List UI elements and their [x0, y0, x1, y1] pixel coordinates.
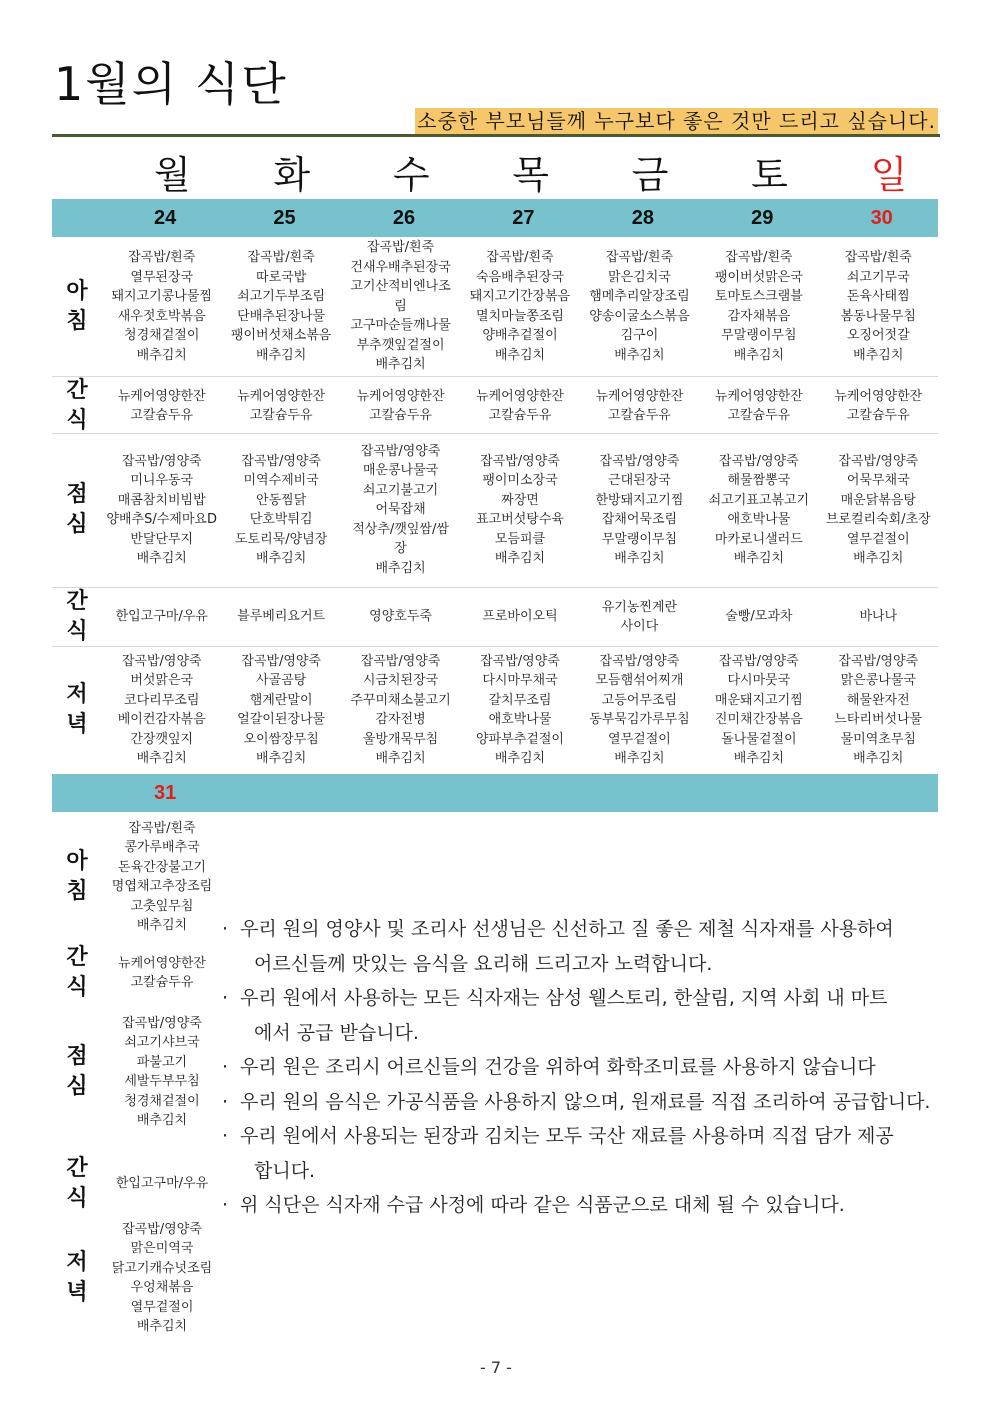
menu-item: 해물완자전: [846, 692, 910, 708]
note-line: 어르신들께 맛있는 음식을 요리해 드리고자 노력합니다.: [254, 952, 713, 975]
last-meal-label-snack1: [52, 940, 102, 1006]
menu-item: 명엽채고추장조림: [111, 879, 213, 894]
date-28: 28: [631, 207, 654, 229]
menu-item: 잡곡밥/영양죽: [122, 1015, 202, 1031]
meal-label-char: 녁: [66, 1280, 88, 1305]
menu-item: 물미역초무침: [840, 731, 916, 747]
meal-label-char: 간: [66, 1156, 88, 1181]
date-26: 26: [392, 207, 416, 229]
menu-item: 배추김치: [256, 751, 307, 766]
menu-item: 돈육간장불고기: [118, 859, 206, 875]
menu-item: 고칼슘두유: [249, 408, 313, 423]
meal-label-snack2: [52, 587, 102, 647]
last-meal-label-breakfast: [52, 814, 102, 940]
menu-item: 새우젓호박볶음: [117, 308, 206, 324]
menu-item: 돈육사태찜: [846, 289, 910, 304]
note-line: · 우리 원의 영양사 및 조리사 선생님은 신선하고 질 좋은 제철 식자재를 사용하여: [240, 918, 894, 940]
menu-item: 배추김치: [494, 551, 546, 566]
last-meal-label-lunch: [52, 1006, 102, 1138]
date-24: 24: [154, 207, 177, 229]
menu-item: 배추김치: [375, 751, 426, 766]
menu-item: 잡곡밥/영양죽: [718, 453, 799, 469]
menu-item: 다시마뭇국: [727, 673, 791, 688]
menu-item: 김구이: [620, 328, 659, 343]
menu-item: 무말랭이무침: [601, 531, 678, 547]
subtitle: 소중한 부모님들께 누구보다 좋은 것만 드리고 싶습니다.: [417, 109, 936, 133]
menu-item: 매콤참치비빔밥: [117, 492, 206, 508]
menu-cell-lunch-2: [341, 433, 460, 587]
last-day-row-lunch: [52, 1006, 222, 1138]
menu-item: 매운닭볶음탕: [840, 492, 916, 508]
meal-label-char: 녁: [66, 712, 88, 737]
menu-cell-breakfast-6: [819, 237, 938, 376]
weekday-4: 금: [631, 153, 669, 197]
menu-item: 한방돼지고기찜: [595, 492, 684, 508]
menu-item: 열무겉절이: [846, 531, 910, 547]
menu-item: 청경채겉절이: [124, 328, 200, 343]
menu-item: 봄동나물무침: [840, 308, 916, 324]
menu-item: 잡곡밥/흰죽: [128, 250, 196, 265]
menu-item: 고칼슘두유: [608, 408, 671, 423]
menu-item: 모듬햄섞어찌개: [595, 673, 684, 688]
menu-item: 어묵잡채: [375, 502, 426, 518]
meal-label-lunch: [52, 433, 102, 587]
menu-item: 시금치된장국: [362, 673, 439, 688]
menu-item: 블루베리요거트: [237, 609, 326, 625]
menu-item: 콩가루배추국: [124, 840, 200, 855]
menu-cell-snack2-4: [580, 587, 699, 647]
menu-item: 잡곡밥/영양죽: [360, 443, 441, 459]
menu-item: 팽이버섯채소볶음: [230, 328, 332, 343]
notes-list: [222, 912, 934, 1223]
menu-cell-dinner-2: [341, 646, 460, 774]
menu-item: 오이쌈장무침: [243, 731, 319, 747]
menu-item: 잡곡밥/흰죽: [844, 250, 912, 265]
menu-item: 고기산적비엔나조: [350, 279, 451, 295]
note-1: [222, 981, 934, 1050]
menu-item: 단호박튀김: [249, 512, 313, 527]
menu-item: 적상추/깻잎쌈/쌈: [352, 521, 449, 537]
last-menu-cell-lunch: [102, 1006, 222, 1138]
menu-item: 미니우동국: [130, 473, 194, 488]
menu-item: 바나나: [859, 609, 898, 625]
meal-label-breakfast: [52, 237, 102, 376]
note-line: · 우리 원에서 사용되는 된장과 김치는 모두 국산 재료를 사용하며 직접 담가 제공: [240, 1125, 894, 1147]
menu-item: 뉴케어영양한잔: [356, 388, 445, 404]
weekday-2: 수: [392, 153, 430, 197]
menu-item: 브로컬리숙회/초장: [825, 512, 931, 527]
menu-item: 팽이미소장국: [482, 473, 558, 488]
weekday-5: 토: [751, 153, 788, 197]
menu-cell-lunch-6: [819, 433, 938, 587]
menu-cell-snack2-2: [341, 587, 460, 647]
menu-item: 뉴케어영양한잔: [237, 388, 326, 404]
menu-item: 우엉채볶음: [130, 1280, 194, 1295]
menu-item: 배추김치: [136, 918, 188, 933]
menu-item: 배추김치: [853, 551, 904, 566]
menu-item: 뉴케어영양한잔: [476, 388, 564, 404]
title-rule: [52, 134, 940, 137]
menu-item: 단배추된장나물: [237, 308, 326, 324]
menu-item: 맑은콩나물국: [840, 673, 916, 688]
meal-label-snack1: [52, 376, 102, 436]
menu-item: 베이컨감자볶음: [117, 712, 206, 727]
meal-label-char: 식: [66, 408, 88, 433]
menu-item: 열무된장국: [130, 269, 194, 285]
menu-cell-lunch-4: [580, 433, 699, 587]
menu-item: 고칼슘두유: [727, 408, 791, 423]
menu-item: 감자전병: [375, 712, 426, 727]
week-date-bar: [52, 199, 938, 237]
menu-item: 배추김치: [136, 347, 187, 363]
menu-cell-snack1-5: [699, 376, 818, 436]
menu-item: 뉴케어영양한잔: [118, 955, 206, 971]
menu-item: 고칼슘두유: [369, 408, 432, 423]
menu-item: 뉴케어영양한잔: [117, 388, 206, 404]
menu-cell-snack2-1: [221, 587, 340, 647]
menu-cell-lunch-5: [699, 433, 818, 587]
meal-label-char: 아: [66, 849, 88, 874]
menu-item: 잡곡밥/영양죽: [480, 453, 560, 469]
menu-item: 잡곡밥/영양죽: [838, 653, 919, 669]
date-29: 29: [751, 207, 774, 229]
menu-item: 해물짬뽕국: [727, 473, 791, 488]
menu-item: 사골곰탕: [256, 673, 307, 688]
menu-item: 다시마무채국: [482, 673, 558, 688]
menu-item: 근대된장국: [608, 473, 671, 488]
page-number: - 7 -: [480, 1358, 512, 1377]
menu-item: 쇠고기두부조림: [237, 289, 326, 304]
page-title: 1월의 식단: [54, 57, 288, 111]
menu-item: 고칼슘두유: [130, 408, 194, 423]
menu-item: 양배추S/수제마요D: [106, 512, 217, 527]
menu-cell-dinner-4: [580, 646, 699, 774]
menu-cell-breakfast-4: [580, 237, 699, 376]
meal-label-char: 심: [66, 1074, 88, 1099]
menu-item: 건새우배추된장국: [350, 259, 451, 275]
menu-item: 고칼슘두유: [488, 408, 552, 423]
menu-cell-snack1-6: [819, 376, 938, 436]
note-line: · 위 식단은 식자재 수급 사정에 따라 같은 식품군으로 대체 될 수 있습니다.: [240, 1194, 845, 1216]
menu-item: 배추김치: [733, 551, 784, 566]
menu-item: 쇠고기표고볶고기: [708, 492, 810, 508]
menu-item: 양송이굴소스볶음: [589, 308, 690, 324]
date-27: 27: [512, 207, 535, 229]
menu-item: 뉴케어영양한잔: [595, 388, 684, 404]
menu-item: 배추김치: [136, 1113, 188, 1128]
menu-item: 돌나물겉절이: [721, 731, 797, 747]
meal-label-char: 식: [66, 619, 88, 644]
menu-item: 미역수제비국: [243, 473, 319, 488]
meal-label-char: 침: [66, 879, 88, 904]
menu-cell-snack1-1: [221, 376, 340, 436]
meal-label-char: 간: [66, 589, 88, 614]
menu-item: 배추김치: [375, 560, 426, 576]
last-menu-cell-snack1: [102, 940, 222, 1006]
menu-item: 배추김치: [733, 751, 784, 766]
note-line: · 우리 원의 음식은 가공식품을 사용하지 않으며, 원재료를 직접 조리하여 공급합니다.: [240, 1090, 931, 1113]
menu-item: 유기농찐계란: [601, 599, 678, 615]
note-2: [222, 1050, 934, 1085]
last-day-row-snack1: [52, 940, 222, 1006]
menu-item: 토마토스크램블: [714, 289, 803, 304]
menu-item: 배추김치: [614, 347, 665, 363]
menu-item: 잡곡밥/흰죽: [605, 250, 673, 265]
meal-row-snack1: [52, 376, 938, 434]
menu-item: 맑은김치국: [608, 269, 671, 285]
menu-cell-breakfast-3: [460, 237, 579, 376]
menu-item: 배추김치: [375, 357, 426, 373]
menu-item: 배추김치: [136, 551, 187, 566]
menu-item: 청경채겉절이: [124, 1093, 200, 1109]
menu-item: 애호박나물: [727, 512, 791, 527]
menu-item: 프로바이오틱: [482, 609, 558, 625]
menu-cell-snack1-0: [102, 376, 221, 436]
menu-item: 잡곡밥/영양죽: [360, 653, 441, 669]
menu-item: 잡곡밥/흰죽: [128, 820, 196, 836]
meal-label-char: 점: [66, 1044, 88, 1069]
menu-item: 잡곡밥/영양죽: [718, 653, 799, 669]
menu-cell-dinner-3: [460, 646, 579, 774]
menu-item: 양파부추겉절이: [476, 731, 564, 747]
header-spacer: [52, 152, 102, 198]
menu-item: 햄계란말이: [249, 692, 313, 708]
date-25: 25: [273, 207, 296, 229]
menu-item: 잡곡밥/영양죽: [241, 453, 321, 469]
note-3: [222, 1085, 934, 1120]
meal-label-char: 심: [66, 512, 88, 537]
menu-item: 배추김치: [614, 551, 665, 566]
weekday-1: 화: [273, 153, 311, 197]
menu-item: 닭고기캐슈넛조림: [111, 1260, 213, 1276]
meal-row-snack2: [52, 587, 938, 647]
last-meal-label-dinner: [52, 1216, 102, 1340]
date-spacer: [52, 199, 102, 237]
menu-item: 돼지고기콩나물찜: [111, 289, 212, 304]
subtitle-wrap: [415, 108, 938, 134]
menu-item: 고등어무조림: [601, 692, 678, 708]
menu-cell-breakfast-0: [102, 237, 221, 376]
menu-item: 어묵무채국: [846, 473, 910, 488]
menu-item: 갈치무조림: [488, 692, 552, 708]
menu-cell-dinner-6: [819, 646, 938, 774]
note-0: [222, 912, 934, 981]
last-date-bar: [52, 774, 938, 812]
menu-item: 배추김치: [136, 751, 187, 766]
menu-cell-snack1-4: [580, 376, 699, 436]
menu-item: 모듬피클: [494, 531, 546, 547]
menu-cell-breakfast-5: [699, 237, 818, 376]
menu-item: 짜장면: [501, 492, 539, 508]
menu-cell-snack2-0: [102, 587, 221, 647]
menu-item: 돼지고기간장볶음: [469, 289, 571, 304]
menu-item: 무말랭이무침: [721, 328, 797, 343]
menu-cell-dinner-0: [102, 646, 221, 774]
menu-item: 팽이버섯맑은국: [714, 269, 803, 285]
menu-cell-lunch-3: [460, 433, 579, 587]
menu-item: 주꾸미채소불고기: [350, 692, 451, 708]
meal-row-lunch: [52, 433, 938, 588]
meal-row-dinner: [52, 646, 938, 774]
menu-item: 잡곡밥/영양죽: [838, 453, 919, 469]
menu-item: 오징어젓갈: [846, 328, 910, 343]
menu-item: 잡곡밥/흰죽: [725, 250, 793, 265]
menu-item: 배추김치: [256, 551, 307, 566]
date-30: 30: [870, 207, 893, 229]
menu-item: 표고버섯탕수육: [476, 512, 564, 527]
menu-item: 배추김치: [494, 751, 546, 766]
menu-item: 잡곡밥/영양죽: [122, 1221, 202, 1237]
menu-cell-breakfast-1: [221, 237, 340, 376]
menu-cell-snack1-3: [460, 376, 579, 436]
menu-item: 잡곡밥/영양죽: [599, 453, 680, 469]
menu-item: 고춧잎무침: [130, 898, 194, 914]
menu-item: 영양호두죽: [369, 609, 432, 625]
menu-item: 간장깻잎지: [130, 731, 194, 747]
meal-label-char: 식: [66, 975, 88, 1000]
menu-item: 동부묵김가루무침: [589, 712, 690, 727]
menu-item: 잡곡밥/영양죽: [121, 453, 202, 469]
menu-item: 배추김치: [494, 347, 546, 363]
note-4: [222, 1119, 934, 1188]
note-line: · 우리 원에서 사용하는 모든 식자재는 삼성 웰스토리, 한살림, 지역 사회 내 마트: [240, 987, 888, 1009]
menu-item: 느타리버섯나물: [834, 712, 923, 727]
menu-item: 쇠고기샤브국: [124, 1035, 200, 1050]
menu-cell-dinner-1: [221, 646, 340, 774]
menu-item: 진미채간장볶음: [714, 712, 803, 727]
meal-label-char: 간: [66, 945, 88, 970]
menu-item: 배추김치: [733, 347, 784, 363]
menu-item: 술빵/모과차: [725, 609, 793, 625]
menu-item: 쇠고기무국: [846, 269, 910, 285]
menu-item: 열무겉절이: [608, 731, 671, 747]
menu-item: 매운콩나물국: [362, 463, 439, 479]
note-line: 에서 공급 받습니다.: [254, 1021, 419, 1044]
meal-label-char: 침: [66, 308, 88, 334]
meal-label-char: 저: [66, 682, 88, 707]
menu-item: 햄메추리알장조림: [589, 289, 690, 304]
meal-label-char: 점: [66, 482, 88, 507]
menu-item: 림: [394, 298, 407, 314]
menu-item: 감자채볶음: [727, 308, 791, 324]
menu-item: 잡곡밥/영양죽: [480, 653, 560, 669]
menu-item: 잡채어묵조림: [601, 512, 678, 527]
note-line: · 우리 원은 조리시 어르신들의 건강을 위하여 화학조미료를 사용하지 않습니다: [240, 1056, 876, 1078]
weekday-header: [52, 152, 938, 198]
menu-item: 부추깻잎겉절이: [356, 337, 445, 353]
menu-item: 코다리무조림: [124, 692, 200, 708]
menu-item: 잡곡밥/흰죽: [247, 250, 315, 265]
menu-item: 매운돼지고기찜: [714, 692, 803, 708]
meal-label-dinner: [52, 646, 102, 774]
last-menu-cell-breakfast: [102, 814, 222, 940]
menu-item: 울방개묵무침: [362, 731, 439, 747]
menu-item: 도토리묵/양념장: [234, 531, 328, 547]
menu-item: 버섯맑은국: [130, 673, 194, 688]
weekday-0: 월: [154, 153, 191, 197]
menu-item: 잡곡밥/흰죽: [486, 250, 554, 265]
menu-item: 장: [394, 541, 407, 557]
note-5: [222, 1188, 934, 1223]
weekday-3: 목: [512, 153, 549, 197]
menu-item: 잡곡밥/영양죽: [241, 653, 321, 669]
menu-item: 파불고기: [136, 1054, 188, 1070]
menu-item: 애호박나물: [488, 712, 552, 727]
menu-item: 세발두부무침: [124, 1074, 200, 1089]
last-day-row-dinner: [52, 1216, 222, 1340]
menu-item: 뉴케어영양한잔: [834, 388, 923, 404]
menu-item: 배추김치: [614, 751, 665, 766]
menu-item: 안동찜닭: [256, 492, 307, 508]
menu-item: 배추김치: [136, 1319, 188, 1334]
menu-item: 한입고구마/우유: [115, 1176, 209, 1192]
menu-cell-snack2-5: [699, 587, 818, 647]
menu-cell-snack1-2: [341, 376, 460, 436]
note-line: 합니다.: [254, 1159, 316, 1182]
last-menu-cell-dinner: [102, 1216, 222, 1340]
menu-item: 숙음배추된장국: [476, 269, 564, 285]
menu-item: 고칼슘두유: [846, 408, 910, 423]
menu-cell-lunch-0: [102, 433, 221, 587]
menu-item: 고칼슘두유: [130, 975, 194, 990]
meal-label-char: 식: [66, 1186, 88, 1211]
menu-item: 잡곡밥/흰죽: [366, 240, 435, 256]
menu-item: 반달단무지: [130, 531, 194, 547]
menu-item: 얼갈이된장나물: [237, 712, 326, 727]
menu-item: 배추김치: [256, 347, 307, 363]
menu-item: 뉴케어영양한잔: [714, 388, 803, 404]
menu-item: 배추김치: [853, 347, 904, 363]
menu-item: 한입고구마/우유: [115, 609, 208, 625]
menu-cell-breakfast-2: [341, 237, 460, 376]
weekday-6: 일: [870, 153, 908, 197]
menu-item: 멸치마늘쫑조림: [476, 308, 564, 324]
menu-item: 따로국밥: [256, 269, 307, 285]
menu-item: 배추김치: [853, 751, 904, 766]
menu-item: 맑은미역국: [130, 1241, 194, 1256]
menu-item: 마카로니샐러드: [714, 531, 803, 547]
menu-cell-snack2-3: [460, 587, 579, 647]
menu-cell-dinner-5: [699, 646, 818, 774]
menu-cell-lunch-1: [221, 433, 340, 587]
menu-item: 잡곡밥/영양죽: [121, 653, 202, 669]
menu-item: 잡곡밥/영양죽: [599, 653, 680, 669]
meal-label-char: 저: [66, 1250, 88, 1275]
meal-label-char: 간: [66, 378, 88, 403]
menu-item: 사이다: [620, 619, 659, 634]
menu-cell-snack2-6: [819, 587, 938, 647]
menu-item: 쇠고기불고기: [362, 482, 439, 498]
menu-item: 고구마순들깨나물: [350, 318, 451, 334]
meal-label-char: 아: [66, 278, 88, 304]
menu-item: 양배추겉절이: [482, 328, 558, 343]
last-day-row-breakfast: [52, 814, 222, 940]
menu-item: 열무겉절이: [130, 1299, 194, 1315]
meal-row-breakfast: [52, 237, 938, 377]
date-31: 31: [154, 782, 177, 804]
